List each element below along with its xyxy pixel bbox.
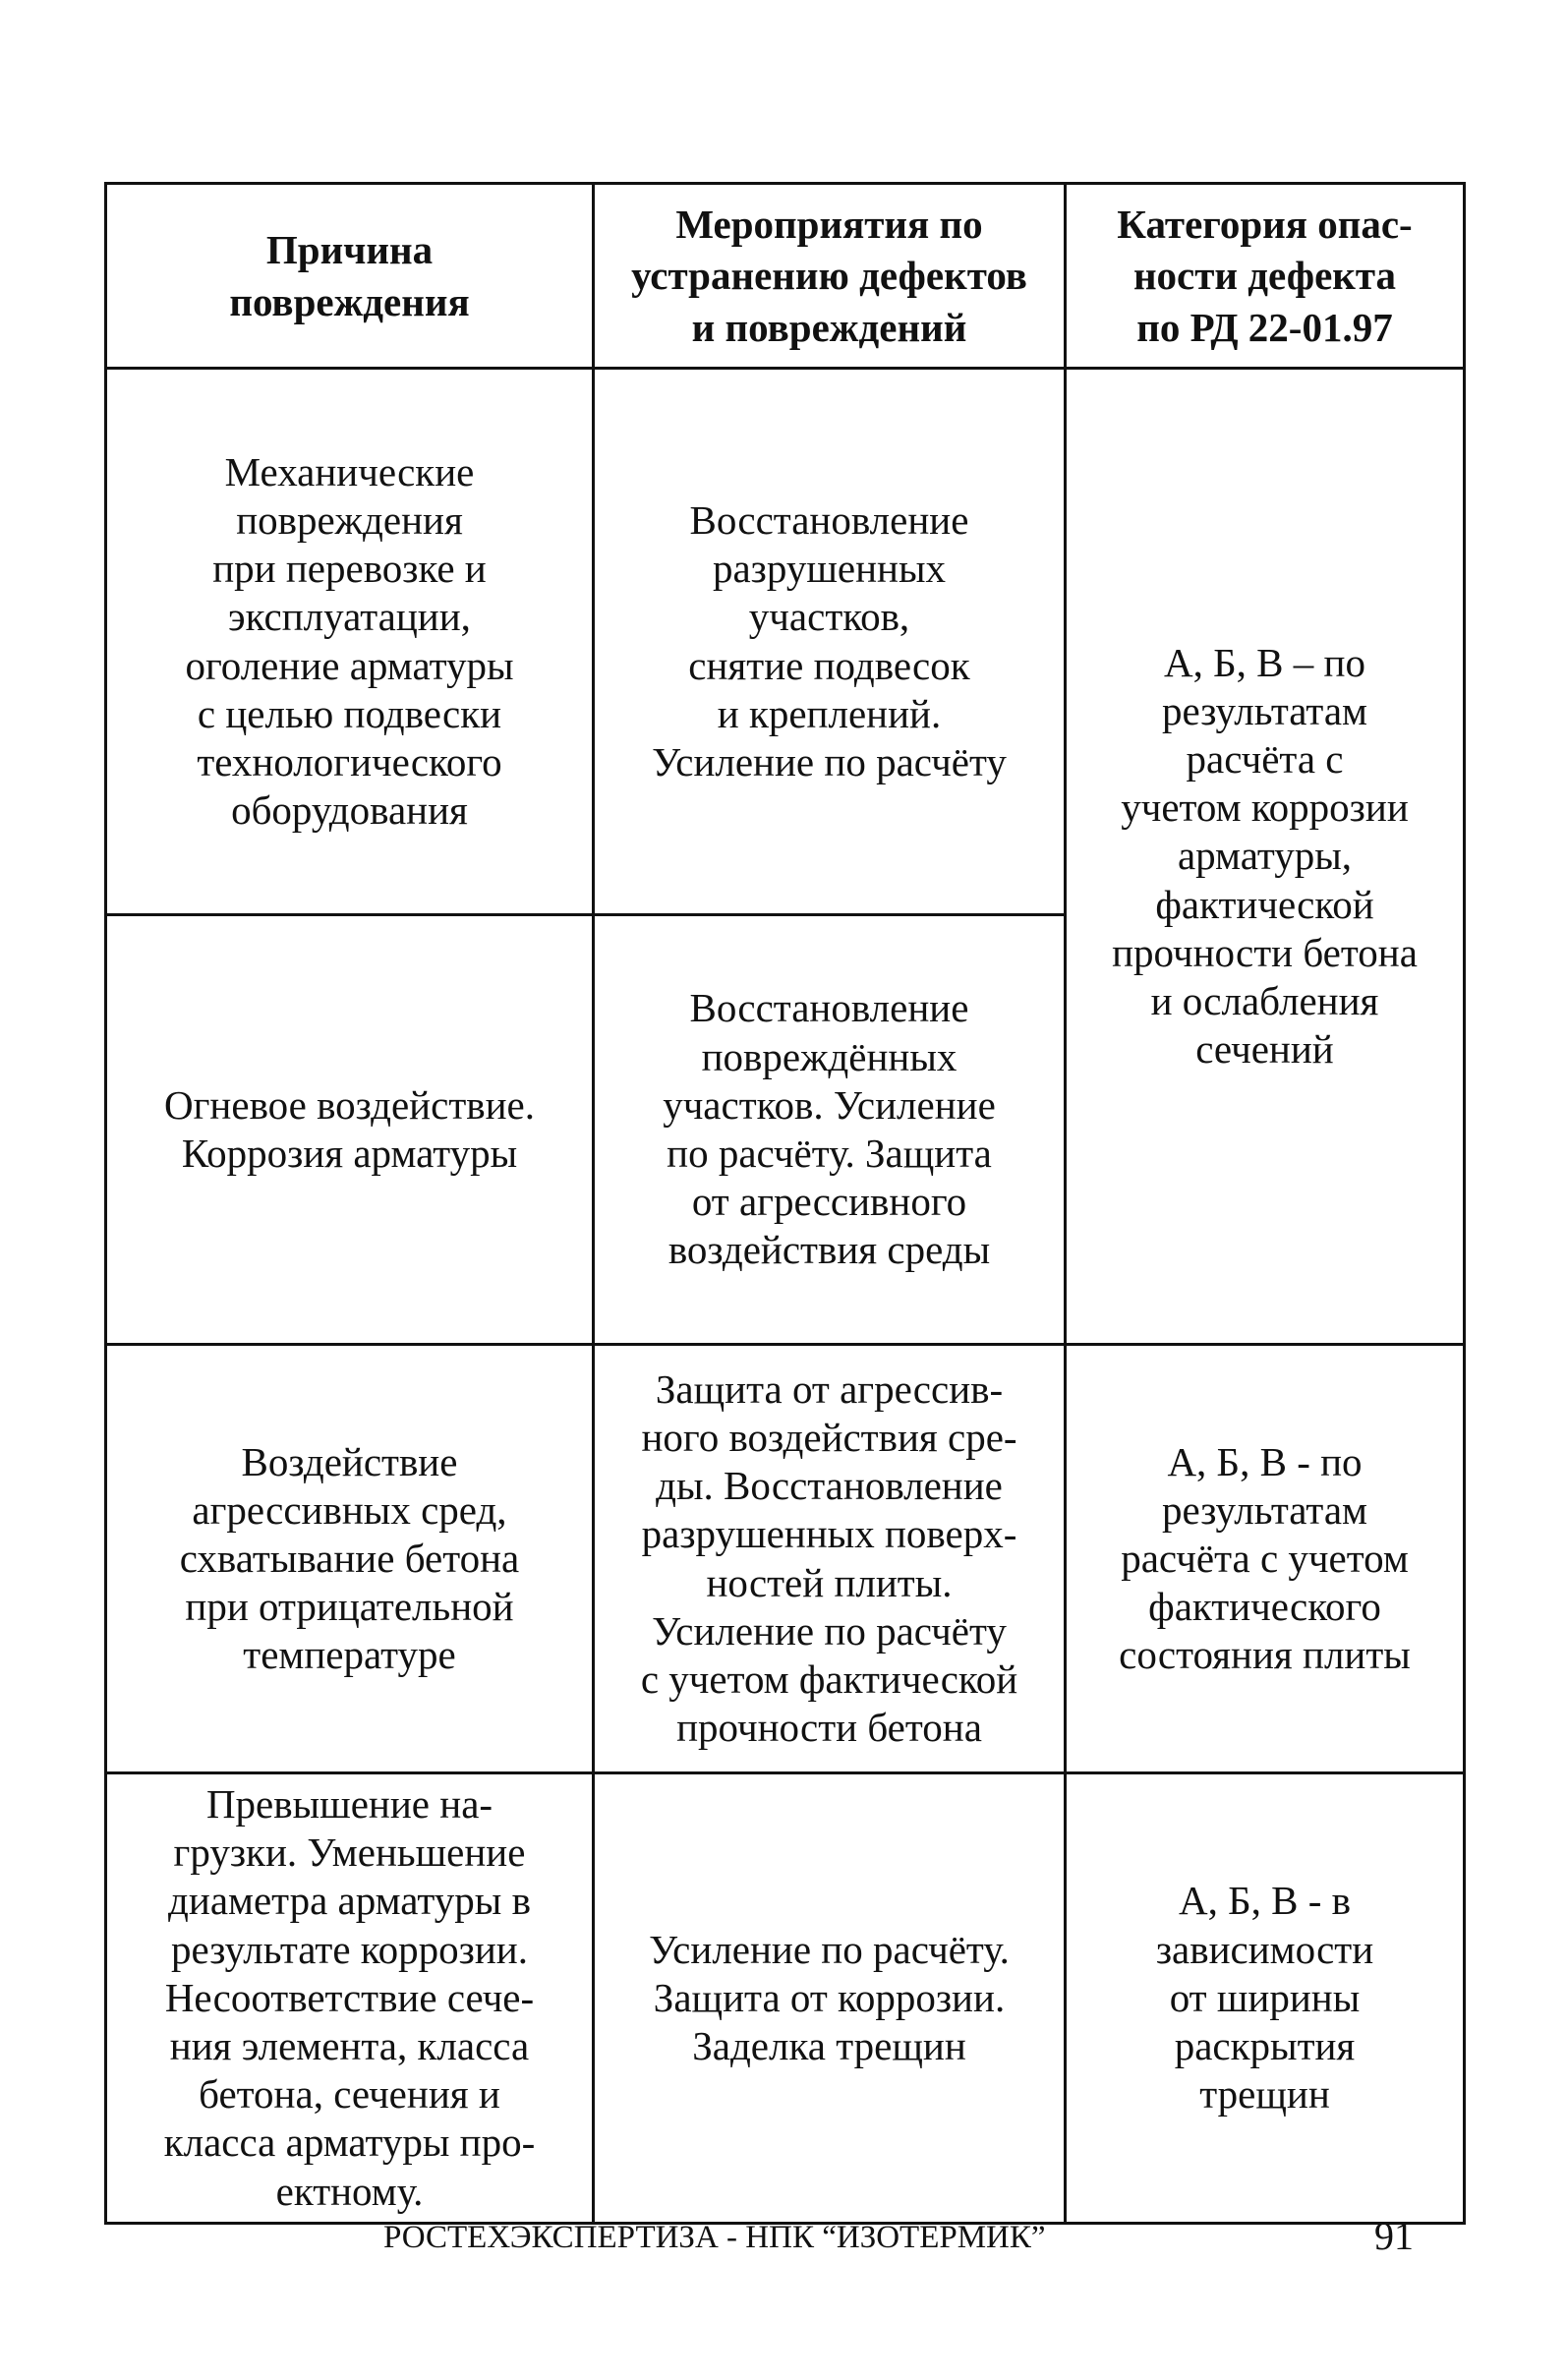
measures-text: Восстановление повреждённых участков. Усиление по расчёту. Защита от агрессивного воздействия среды	[663, 985, 996, 1273]
category-text: А, Б, В - в зависимости от ширины раскрытия трещин	[1155, 1878, 1374, 2118]
header-measures-text: Мероприятия по устранению дефектов и повреждений	[631, 201, 1027, 350]
table-body	[106, 369, 1465, 2224]
footer-publisher: РОСТЕХЭКСПЕРТИЗА - НПК “ИЗОТЕРМИК”	[383, 2220, 1046, 2255]
cause-cell	[106, 915, 594, 1345]
measures-text: Усиление по расчёту. Защита от коррозии. Заделка трещин	[649, 1926, 1010, 2068]
cause-text: Превышение на- грузки. Уменьшение диаметра арматуры в результате коррозии. Несоответствие сече- ния элемента, класса бетона, сечения и класса арматуры про- ектному.	[163, 1781, 536, 2214]
cause-cell	[106, 1345, 594, 1773]
measures-text: Восстановление разрушенных участков, снятие подвесок и креплений. Усиление по расчёту	[652, 496, 1007, 784]
category-cell	[1066, 1773, 1465, 2224]
cause-cell	[106, 1773, 594, 2224]
measures-cell	[594, 1345, 1066, 1773]
header-measures	[594, 184, 1066, 369]
measures-text: Защита от агрессив- ного воздействия сре- ды. Восстановление разрушенных поверх- ностей плиты. Усиление по расчёту с учетом фактической прочности бетона	[640, 1365, 1018, 1751]
header-category-text: Категория опас- ности дефекта по РД 22-01.97	[1117, 201, 1413, 350]
category-text: А, Б, В - по результатам расчёта с учетом фактического состояния плиты	[1119, 1438, 1411, 1678]
table-header	[106, 184, 1465, 369]
table-row	[106, 1773, 1465, 2224]
header-category	[1066, 184, 1465, 369]
table-row	[106, 369, 1465, 915]
category-cell	[1066, 1345, 1465, 1773]
cause-text: Воздействие агрессивных сред, схватывание бетона при отрицательной температуре	[179, 1438, 520, 1678]
defects-table	[104, 182, 1466, 2225]
cause-cell	[106, 369, 594, 915]
header-row	[106, 184, 1465, 369]
table-row	[106, 1345, 1465, 1773]
cause-text: Огневое воздействие. Коррозия арматуры	[164, 1081, 535, 1176]
header-cause-text: Причина повреждения	[229, 227, 470, 324]
measures-cell	[594, 915, 1066, 1345]
header-cause	[106, 184, 594, 369]
category-cell	[1066, 369, 1465, 1345]
cause-text: Механические повреждения при перевозке и эксплуатации, оголение арматуры с целью подвески технологического оборудования	[185, 448, 514, 834]
category-text: А, Б, В – по результатам расчёта с учетом коррозии арматуры, фактической прочности бетона и ослабления сечений	[1112, 639, 1418, 1073]
measures-cell	[594, 1773, 1066, 2224]
measures-cell	[594, 369, 1066, 915]
page-number: 91	[1374, 2214, 1414, 2258]
